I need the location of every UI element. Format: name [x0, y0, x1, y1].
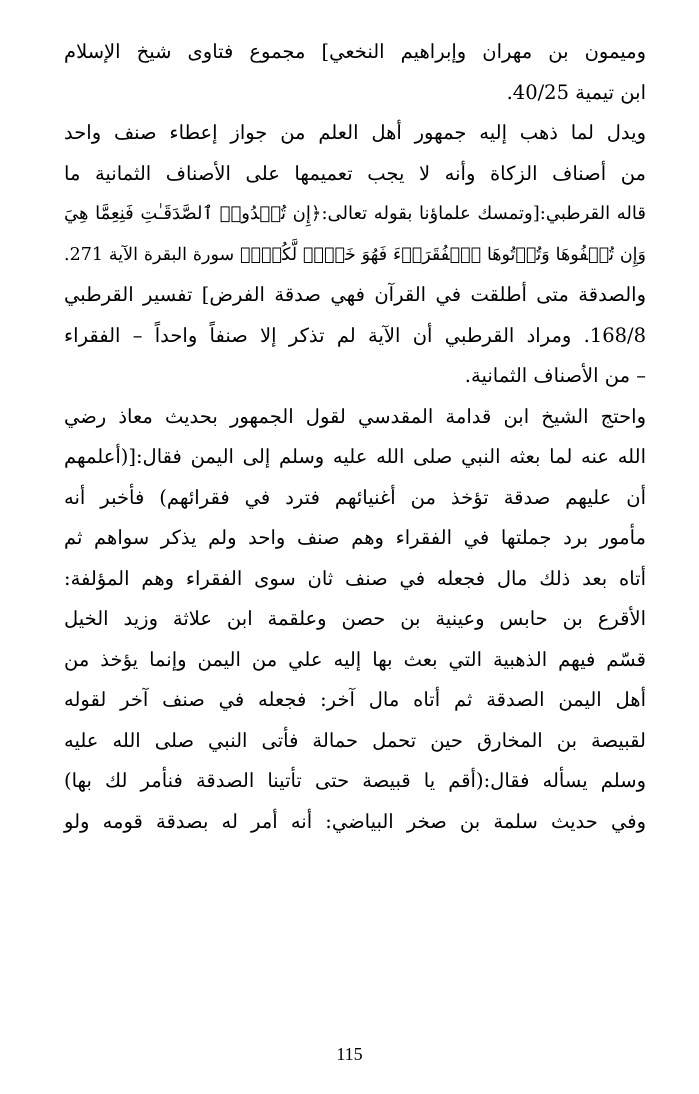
- text-line: أهل اليمن الصدقة ثم أتاه مال آخر: فجعله في صنف آخر لقوله: [64, 688, 646, 711]
- text-line: مأمور برد جملتها في الفقراء وهم صنف واحد ولم يذكر سواهم ثم: [64, 526, 646, 549]
- page-number: 115: [336, 1044, 363, 1064]
- text-line: أن عليهم صدقة تؤخذ من أغنيائهم فترد في فقرائهم) فأخبر أنه: [64, 485, 646, 509]
- text-line: ويدل لما ذهب إليه جمهور أهل العلم من جواز إعطاء صنف واحد: [64, 121, 646, 144]
- text-line: أتاه بعد ذلك مال فجعله في صنف ثان سوى الفقراء وهم المؤلفة:: [64, 566, 646, 590]
- text-line: لقبيصة بن المخارق حين تحمل حمالة فأتى النبي صلى الله عليه: [64, 728, 646, 752]
- text-line: واحتج الشيخ ابن قدامة المقدسي لقول الجمهور بحديث معاذ رضي: [64, 404, 646, 428]
- text-line: ابن تيمية 40/25.: [506, 80, 646, 104]
- text-line: من أصناف الزكاة وأنه لا يجب تعميمها على الأصناف الثمانية ما: [64, 161, 646, 185]
- text-line: الأقرع بن حابس وعينية بن حصن وعلقمة ابن علاثة وزيد الخيل: [64, 607, 646, 630]
- text-line: قسّم فيهم الذهبية التي بعث بها إليه علي من اليمن وإنما يؤخذ من: [64, 647, 646, 671]
- text-line: قاله القرطبي:[وتمسك علماؤنا بقوله تعالى:﴿إِن تُبۡدُوا۟ ٱلصَّدَقَـٰتِ فَنِعِمَّا هِيَ: [64, 203, 646, 224]
- text-line: وَإِن تُخۡفُوهَا وَتُؤۡتُوهَا ٱلۡفُقَرَاۤءَ فَهُوَ خَیۡرࣱ لَّكُمۡۚ﴾ سورة البقرة الآية 271.: [64, 244, 646, 265]
- text-line: وفي حديث سلمة بن صخر البياضي: أنه أمر له بصدقة قومه ولو: [64, 809, 646, 833]
- text-line: – من الأصناف الثمانية.: [464, 364, 646, 387]
- text-line: وميمون بن مهران وإبراهيم النخعي] مجموع فتاوى شيخ الإسلام: [64, 40, 646, 63]
- text-line: 168/8. ومراد القرطبي أن الآية لم تذكر إلا صنفاً واحداً – الفقراء: [64, 323, 646, 347]
- text-line: والصدقة متى أطلقت في القرآن فهي صدقة الفرض] تفسير القرطبي: [64, 283, 646, 306]
- body-text: [64, 32, 646, 842]
- text-line: وسلم يسأله فقال:(أقم يا قبيصة حتى تأتينا الصدقة فنأمر لك بها): [64, 769, 646, 792]
- text-line: الله عنه لما بعثه النبي صلى الله عليه وسلم إلى اليمن فقال:[(أعلمهم: [64, 445, 646, 468]
